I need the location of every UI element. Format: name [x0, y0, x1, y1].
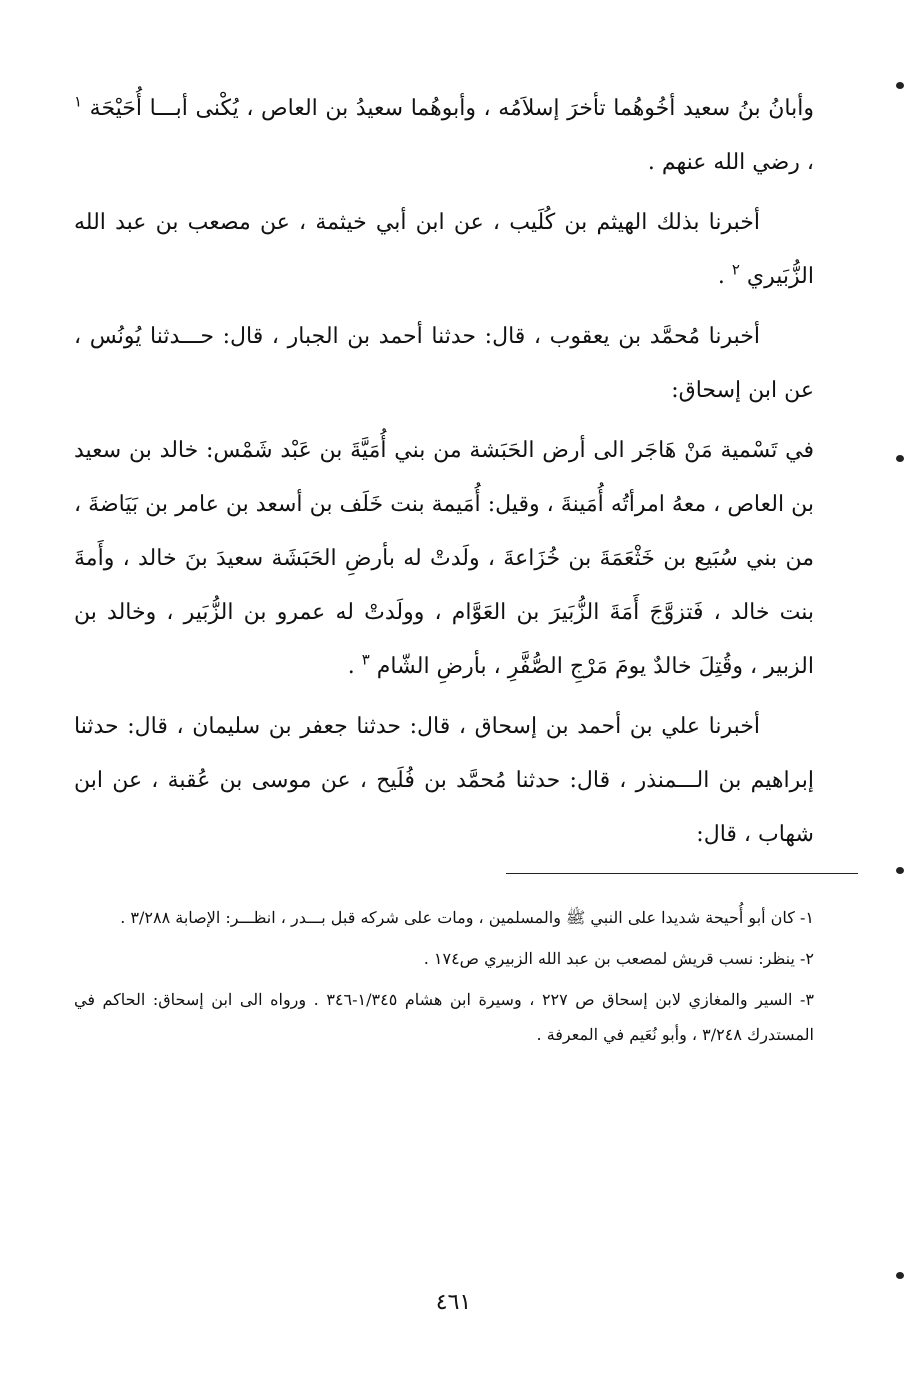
paragraph-3: [74, 310, 814, 418]
paragraph-2: [74, 196, 814, 304]
footnote-separator: [506, 873, 858, 874]
footnote-3: ٣- السير والمغازي لابن إسحاق ص ٢٢٧ ، وسيرة ابن هشام ١/٣٤٥-٣٤٦ . ورواه الى ابن إسحاق: الحاكم في المستدرك ٣/٢٤٨ ، وأبو نُعَيم في المعرفة .: [74, 990, 815, 1044]
paragraph-1-text: وأبانُ بنُ سعيد أخُوهُما تأخرَ إسلاَمُه ، وأبوهُما سعيدُ بن العاص ، يُكْنى أبـــا أُحَيْحَة: [89, 96, 814, 121]
paragraph-2-text: أخبرنا بذلك الهيثم بن كُلَيب ، عن ابن أبي خيثمة ، عن مصعب بن عبد الله الزُّبَيري: [74, 210, 814, 289]
footnote-2: ٢- ينظر: نسب قريش لمصعب بن عبد الله الزبيري ص١٧٤ .: [423, 949, 814, 968]
footnote-ref-3: ٣: [361, 650, 370, 669]
paragraph-2-tail: .: [717, 264, 725, 289]
main-text: [74, 82, 814, 868]
paragraph-1-tail: ، رضي الله عنهم .: [647, 150, 814, 175]
paragraph-4-tail: .: [347, 654, 355, 679]
paragraph-5: [74, 700, 814, 862]
footnote-ref-1: ١: [74, 92, 83, 111]
binding-mark: [896, 82, 904, 89]
footnotes: [74, 900, 814, 1058]
footnote-1: ١- كان أبو أُحيحة شديدا على النبي ﷺ والمسلمين ، ومات على شركه قبل بـــدر ، انظـــر: الإصابة ٣/٢٨٨ .: [120, 908, 814, 927]
paragraph-4: [74, 424, 814, 694]
page-number: ٤٦١: [435, 1290, 472, 1315]
binding-mark: [896, 455, 904, 462]
paragraph-1: [74, 82, 814, 190]
binding-mark: [896, 1272, 904, 1279]
paragraph-4-text: في تَسْمية مَنْ هَاجَر الى أرض الحَبَشة من بني أُمَيَّةَ بن عَبْد شَمْس: خالد بن سعيد بن العاص ، معهُ امرأتُه أُمَينةَ ، وقيل: أُمَيمة بنت خَلَف بن أسعد بن عامر بن بَيَاضةَ ، من بني سُبَيع بن خَثْعَمَةَ بن خُزَاعةَ ، ولَدتْ له بأرضِ الحَبَشَة سعيدَ بنَ خالد ، وأَمةَ بنت خالد ، فَتزوَّجَ أَمَةَ الزُّبَيرَ بن العَوَّام ، وولَدتْ له عمرو بن الزُّبَير ، وخالد بن الزبير ، وقُتِلَ خالدٌ يومَ مَرْجِ الصُّفَّرِ ، بأرضِ الشّام: [74, 438, 814, 679]
binding-mark: [896, 867, 904, 874]
footnote-ref-2: ٢: [731, 260, 740, 279]
paragraph-3-text: أخبرنا مُحمَّد بن يعقوب ، قال: حدثنا أحمد بن الجبار ، قال: حـــدثنا يُونُس ، عن ابن إسحاق:: [74, 324, 814, 403]
paragraph-5-text: أخبرنا علي بن أحمد بن إسحاق ، قال: حدثنا جعفر بن سليمان ، قال: حدثنا إبراهيم بن الـــمنذر ، قال: حدثنا مُحمَّد بن فُلَيح ، عن موسى بن عُقبة ، عن ابن شهاب ، قال:: [74, 714, 814, 847]
